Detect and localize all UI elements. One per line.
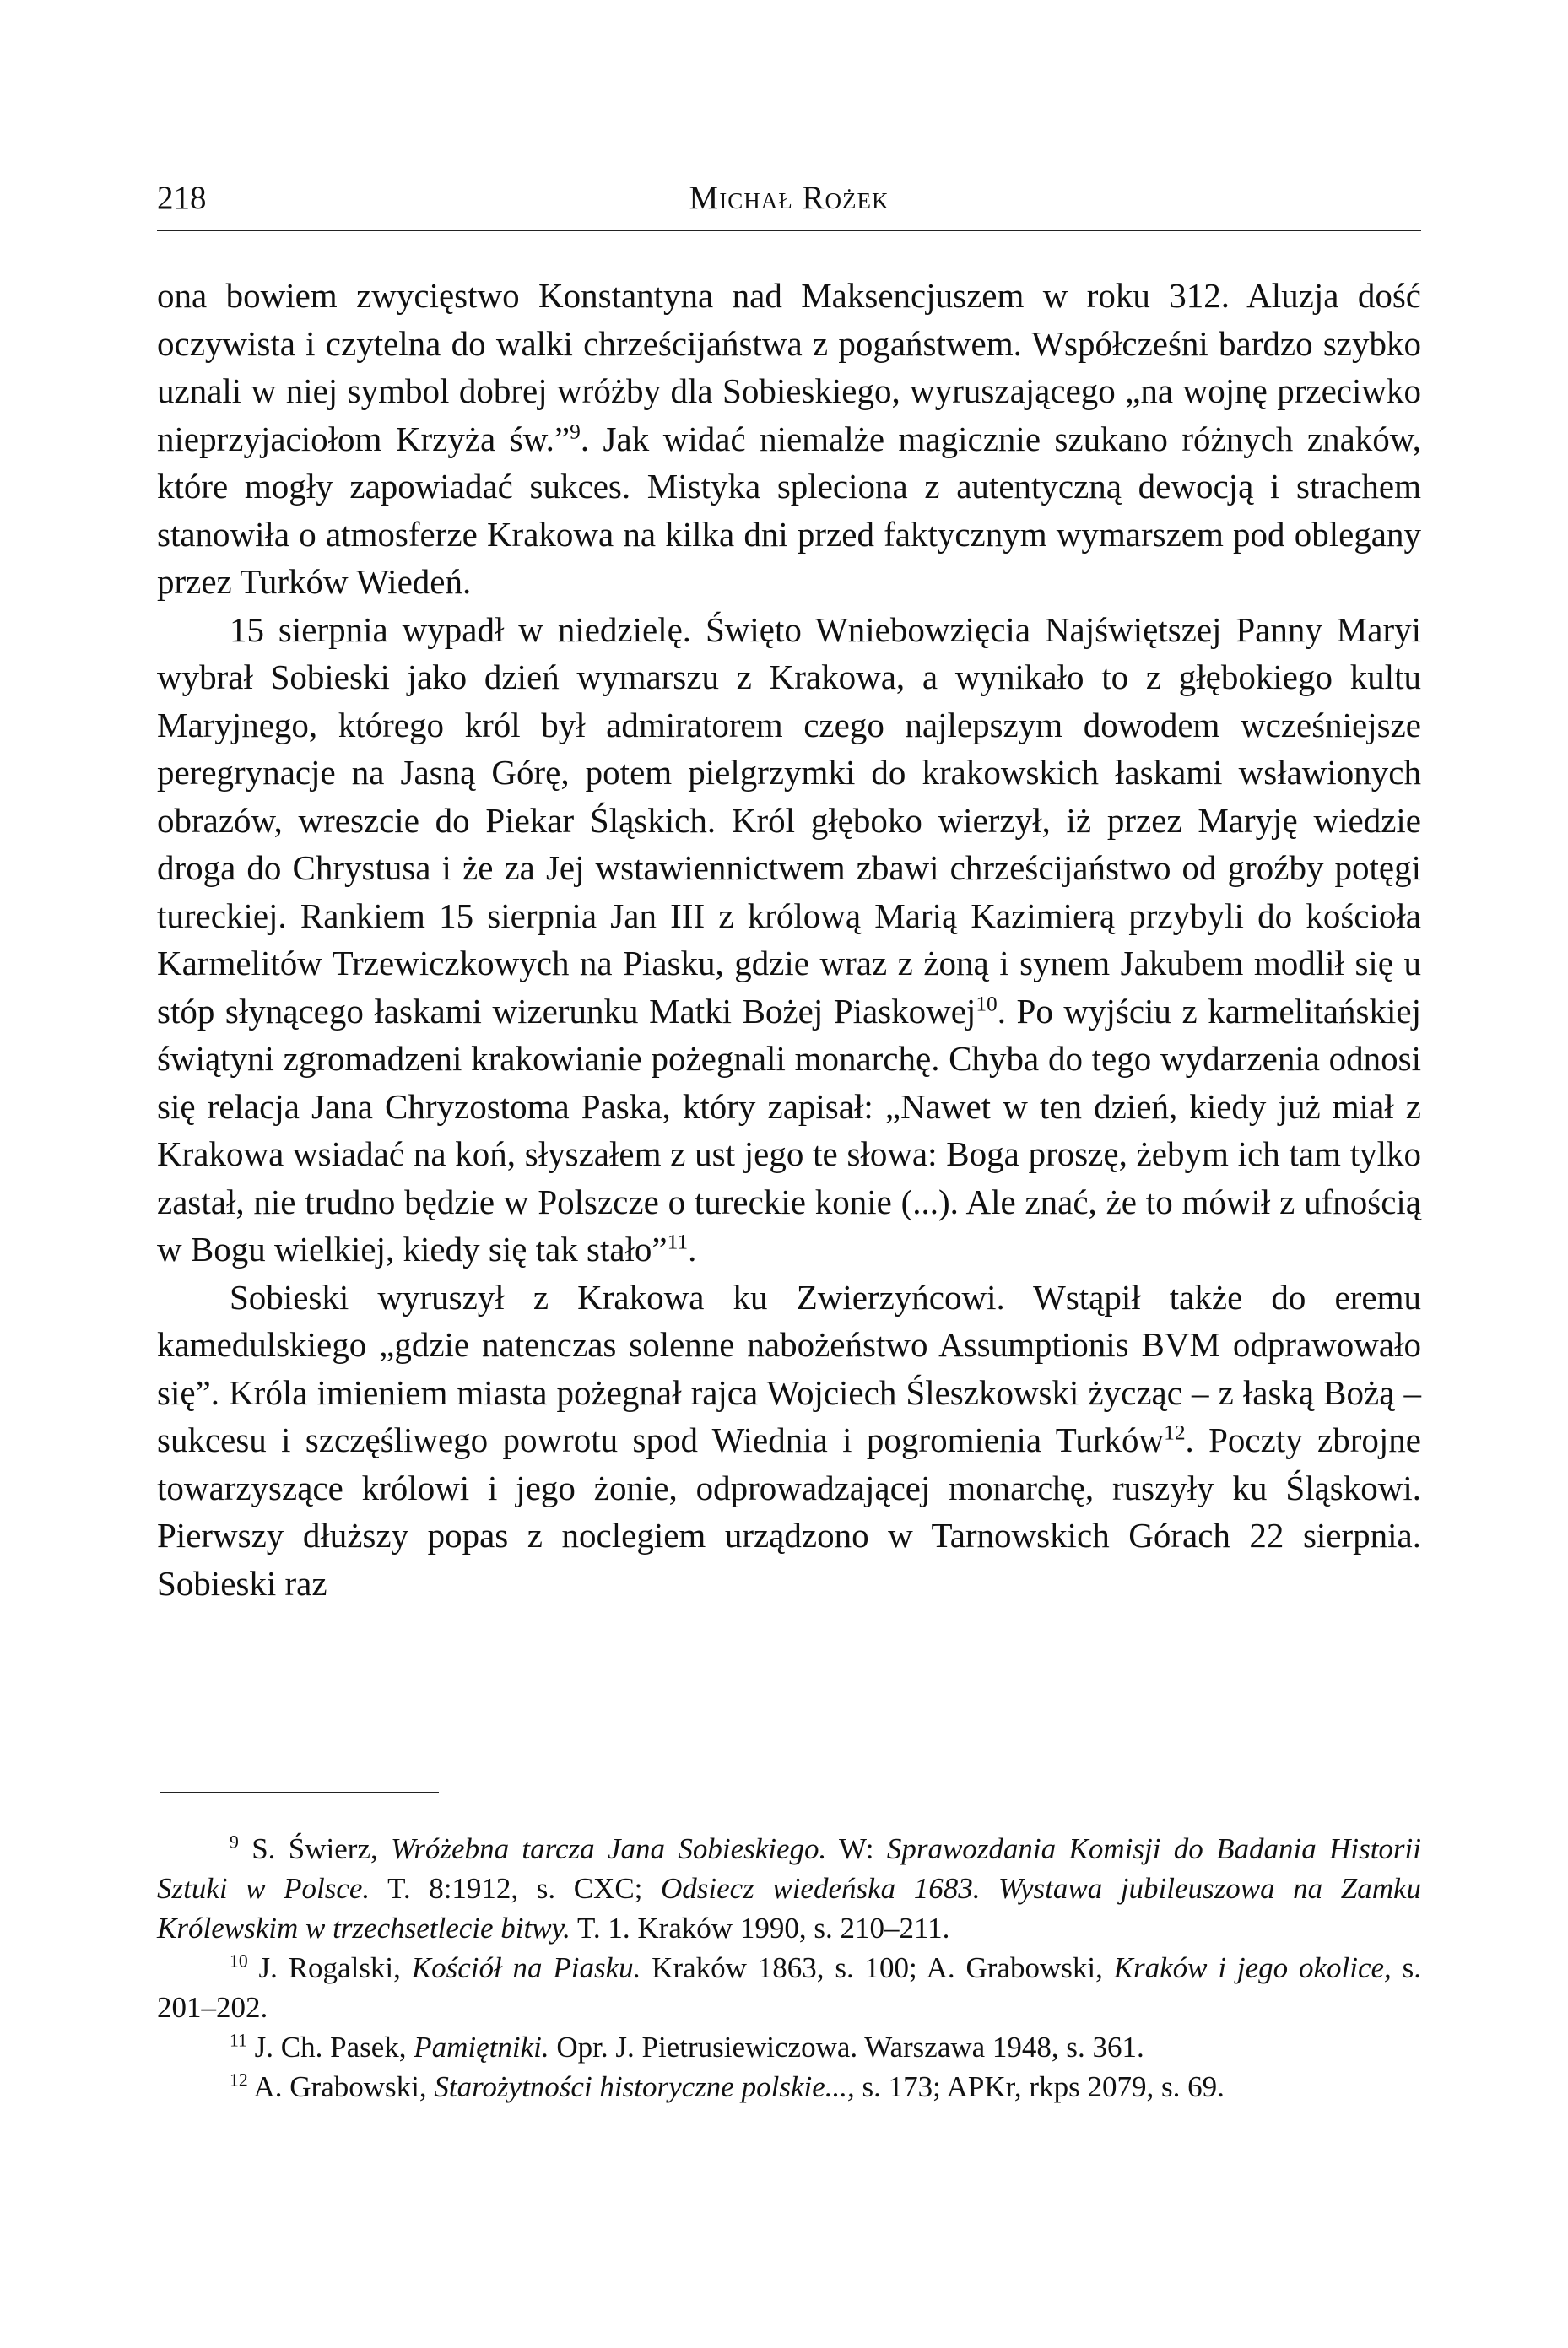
- footnote: [157, 2067, 1421, 2107]
- text-run: S. Świerz,: [238, 1832, 392, 1865]
- page-header: [157, 179, 1421, 226]
- running-head-author: Michał Rożek: [689, 180, 889, 216]
- text-run: s. 201–202.: [157, 1951, 1421, 2024]
- body-paragraph: [157, 606, 1421, 1274]
- text-run: s. 173; APKr, rkps 2079, s. 69.: [854, 2070, 1225, 2103]
- italic-title: Kraków i jego okolice,: [1113, 1951, 1392, 1984]
- text-run: . Poczty zbrojne towarzyszące królowi i jego żonie, odprowadzającej monarchę, ruszyły ku Śląskowi. Pierwszy dłuższy popas z noclegiem urządzono w Tarnowskich Górach 22 sierpnia. Sobieski raz: [157, 1420, 1421, 1603]
- footnote-ref: 10: [230, 1950, 248, 1972]
- page-number: 218: [157, 180, 207, 216]
- text-run: Sobieski wyruszył z Krakowa ku Zwierzyńcowi. Wstąpił także do eremu kamedulskiego „gdzie natenczas solenne nabożeństwo Assumptionis BVM odprawowało się”. Króla imieniem miasta pożegnał rajca Wojciech Śleszkowski życząc – z łaską Bożą – sukcesu i szczęśliwego powrotu spod Wiednia i pogromienia Turków: [157, 1277, 1421, 1459]
- footnotes: [157, 1829, 1421, 2107]
- footnote-ref: 9: [230, 1831, 239, 1853]
- text-run: T. 8:1912, s. CXC;: [370, 1872, 661, 1905]
- footnote-separator: [160, 1792, 439, 1793]
- footnote-ref: 10: [976, 991, 998, 1015]
- text-run: Kraków 1863, s. 100; A. Grabowski,: [641, 1951, 1114, 1984]
- text-run: J. Ch. Pasek,: [246, 2031, 414, 2064]
- text-run: .: [688, 1230, 697, 1269]
- text-run: . Jak widać niemalże magicznie szukano różnych znaków, które mogły zapowiadać sukces. Mistyka spleciona z autentyczną dewocją i strachem stanowiła o atmosferze Krakowa na kilka dni przed faktycznym wymarszem pod oblegany przez Turków Wiedeń.: [157, 419, 1421, 601]
- italic-title: Sprawozdania Komisji do Badania Historii Sztuki w Polsce.: [157, 1832, 1422, 1905]
- footnote: [157, 2027, 1421, 2067]
- footnote-ref: 9: [570, 419, 581, 443]
- footnote-ref: 11: [667, 1230, 689, 1254]
- text-run: J. Rogalski,: [247, 1951, 412, 1984]
- text-run: Opr. J. Pietrusiewiczowa. Warszawa 1948, s. 361.: [549, 2031, 1144, 2064]
- footnote: [157, 1948, 1421, 2027]
- italic-title: Odsiecz wiedeńska 1683. Wystawa jubileuszowa na Zamku Królewskim w trzechsetlecie bitwy.: [157, 1872, 1422, 1945]
- footnote-ref: 11: [230, 2030, 247, 2051]
- footnote-ref: 12: [1164, 1420, 1186, 1445]
- header-rule: [157, 230, 1421, 231]
- body-paragraph: [157, 1274, 1421, 1608]
- text-run: . Po wyjściu z karmelitańskiej świątyni zgromadzeni krakowianie pożegnali monarchę. Chyba do tego wydarzenia odnosi się relacja Jana Chryzostoma Paska, który zapisał: „Nawet w ten dzień, kiedy już miał z Krakowa wsiadać na koń, słyszałem z ust jego te słowa: Boga proszę, żebym ich tam tylko zastał, nie trudno będzie w Polszcze o tureckie konie (...). Ale znać, że to mówił z ufnością w Bogu wielkiej, kiedy się tak stało”: [157, 991, 1421, 1269]
- italic-title: Kościół na Piasku.: [411, 1951, 641, 1984]
- italic-title: Pamiętniki.: [414, 2031, 549, 2064]
- text-run: ona bowiem zwycięstwo Konstantyna nad Maksencjuszem w roku 312. Aluzja dość oczywista i czytelna do walki chrześcijaństwa z pogaństwem. Współcześni bardzo szybko uznali w niej symbol dobrej wróżby dla Sobieskiego, wyruszającego „na wojnę przeciwko nieprzyjaciołom Krzyża św.”: [157, 276, 1421, 458]
- main-text: [157, 272, 1421, 1607]
- italic-title: Wróżebna tarcza Jana Sobieskiego.: [391, 1832, 827, 1865]
- text-run: A. Grabowski,: [247, 2070, 435, 2103]
- footnote: [157, 1829, 1421, 1948]
- italic-title: Starożytności historyczne polskie...,: [434, 2070, 855, 2103]
- text-run: W:: [826, 1832, 887, 1865]
- text-run: 15 sierpnia wypadł w niedzielę. Święto Wniebowzięcia Najświętszej Panny Maryi wybrał Sobieski jako dzień wymarszu z Krakowa, a wynikało to z głębokiego kultu Maryjnego, którego król był admiratorem czego najlepszym dowodem wcześniejsze peregrynacje na Jasną Górę, potem pielgrzymki do krakowskich łaskami wsławionych obrazów, wreszcie do Piekar Śląskich. Król głęboko wierzył, iż przez Maryję wiedzie droga do Chrystusa i że za Jej wstawiennictwem zbawi chrześcijaństwo od groźby potęgi tureckiej. Rankiem 15 sierpnia Jan III z królową Marią Kazimierą przybyli do kościoła Karmelitów Trzewiczkowych na Piasku, gdzie wraz z żoną i synem Jakubem modlił się u stóp słynącego łaskami wizerunku Matki Bożej Piaskowej: [157, 609, 1421, 1031]
- text-run: T. 1. Kraków 1990, s. 210–211.: [570, 1912, 950, 1945]
- footnote-ref: 12: [230, 2069, 248, 2091]
- body-paragraph: [157, 272, 1421, 606]
